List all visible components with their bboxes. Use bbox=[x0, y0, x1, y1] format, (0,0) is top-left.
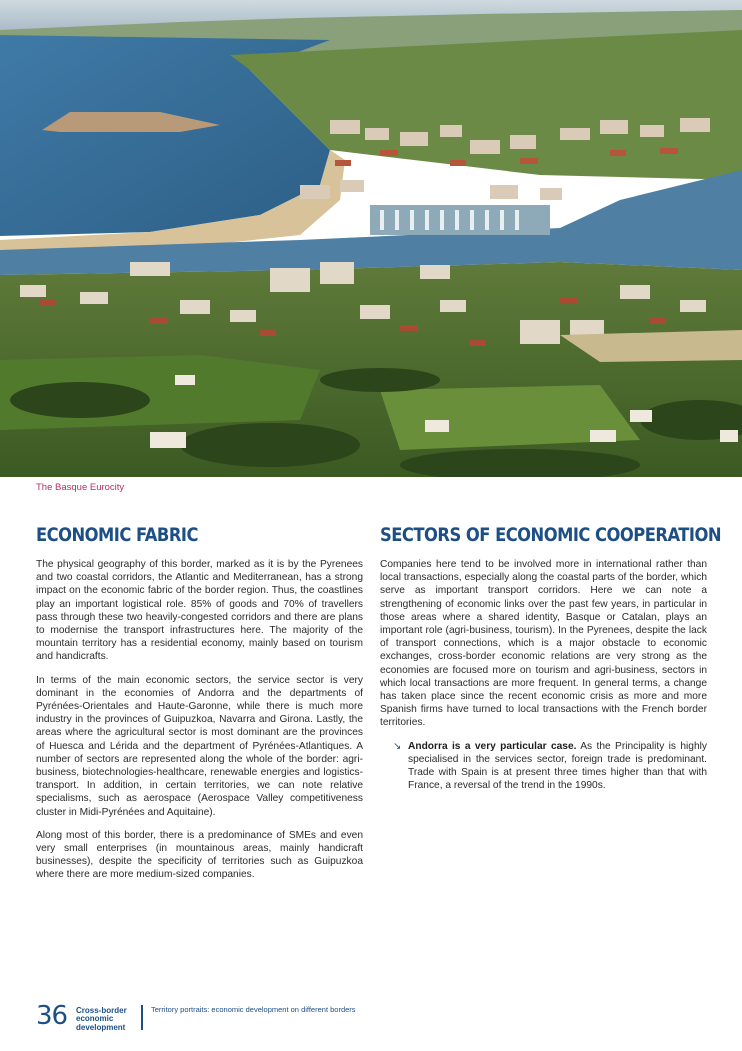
economic-fabric-heading: ECONOMIC FABRIC bbox=[36, 524, 198, 546]
series-title bbox=[76, 1007, 146, 1032]
paragraph: The physical geography of this border, marked as it is by the Pyrenees and two coastal corridors, the Atlantic and Mediterranean, has a strong impact on the economic fabric of the border region. Thus, the coastlines play an important logistical role. 85% of goods and 70% of travellers pass through these two heavily-congested corridors and there are plans to modernise the transport infrastructures here. The majority of the mountain territory has a residential economy, mainly based on tourism and handicrafts. bbox=[36, 559, 363, 663]
series-line: economic bbox=[76, 1014, 114, 1024]
series-line: Cross-border bbox=[76, 1006, 127, 1015]
sectors-cooperation-heading: SECTORS OF ECONOMIC COOPERATION bbox=[380, 524, 722, 546]
right-column bbox=[380, 524, 722, 792]
footer-divider bbox=[141, 1005, 143, 1030]
paragraph: Along most of this border, there is a predominance of SMEs and even very small enterprises (in mountainous areas, mainly handicraft businesses), despite the specificity of territories such as Guipuzkoa where there are more medium-sized companies. bbox=[36, 829, 363, 881]
photo-caption: The Basque Eurocity bbox=[36, 482, 125, 493]
bullet-text: As the Principality is highly specialised in the services sector, foreign trade is predominant. Trade with Spain is at present three times higher than that with France, a reversal of the trend in the 1990s. bbox=[408, 740, 707, 792]
left-column bbox=[36, 524, 363, 892]
series-line: development bbox=[76, 1022, 126, 1032]
coastal-town-photo bbox=[0, 0, 742, 477]
arrow-down-right-icon: ↘ bbox=[393, 740, 402, 752]
page-number: 36 bbox=[36, 1001, 68, 1031]
bullet-lead: Andorra is a very particular case. bbox=[408, 740, 577, 752]
bullet-item-andorra bbox=[393, 740, 707, 793]
footer-title: Territory portraits: economic development on different borders bbox=[151, 1005, 356, 1014]
paragraph: In terms of the main economic sectors, the service sector is very dominant in the economies of Andorra and the departments of Pyrénées-Orientales and Haute-Garonne, while there is much more industry in the provinces of Guipuzkoa, Navarra and Girona. Lastly, the areas where the agricultural sector is most dominant are the provinces of Huesca and Lérida and the department of Pyrénées-Atlantiques. A number of sectors are represented along the whole of the border: agri-business, biotechnologies-healthcare, renewable energies and logistics-transport. In addition, in certain territories, we can note relative specialisms, such as aerospace (Aerospace Valley competitiveness cluster in Midi-Pyrénées and Aquitaine). bbox=[36, 674, 363, 818]
paragraph: Companies here tend to be involved more in international rather than local transactions, especially along the coastal parts of the border, which serve as important transport corridors. Here we can note a strengthening of economic links over the past few years, in particular in those areas where a shared identity, Basque or Catalan, plays an important role (agri-business, tourism). In the Pyrenees, despite the lack of transport connections, which is a major obstacle to economic exchanges, cross-border economic relations are very strong as the economies are focused more on tourism and agri-business, sectors in which local transactions are more frequent. In general terms, a change has taken place since the recent economic crisis as more and more Spanish firms have turned to local transactions with the French border territories. bbox=[380, 559, 707, 729]
